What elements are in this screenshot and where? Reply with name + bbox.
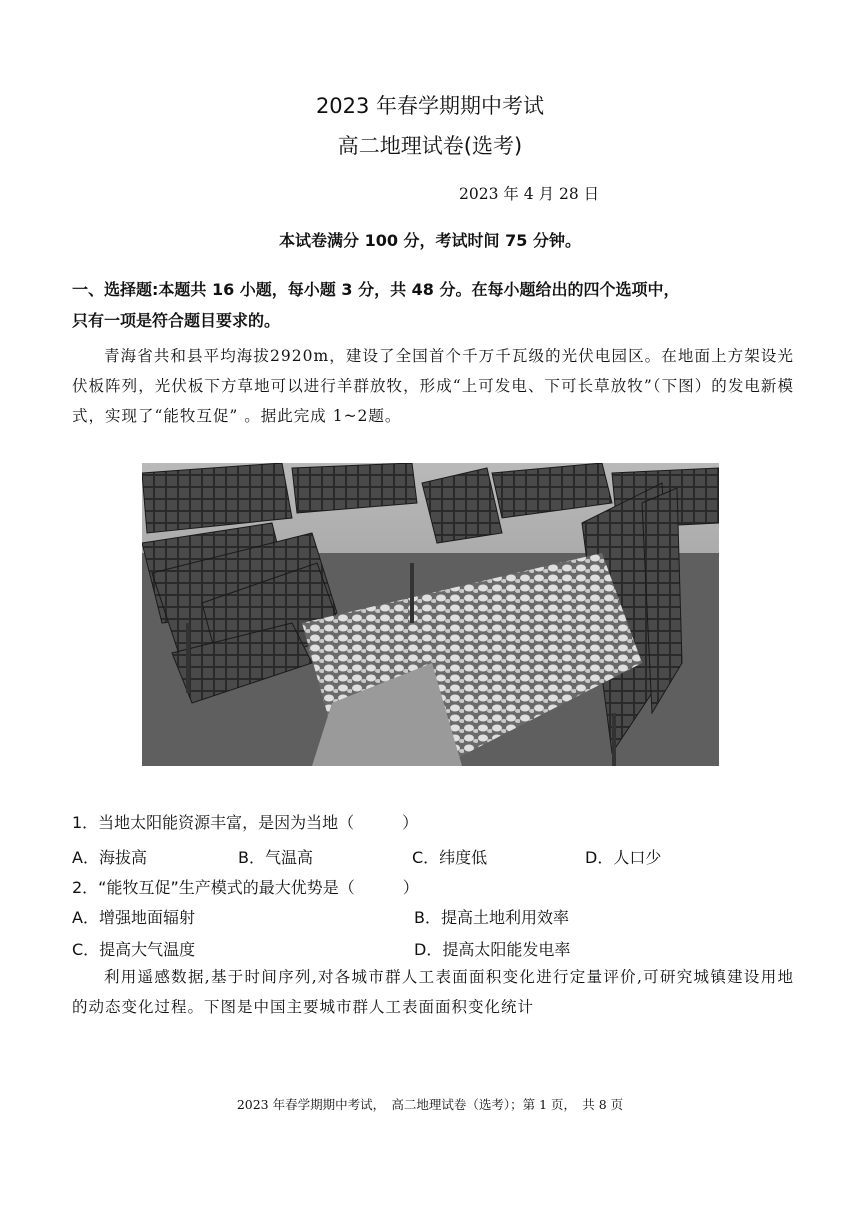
question-1-option-a: A．海拔高: [72, 848, 147, 867]
title-line-2: 高二地理试卷(选考): [337, 134, 523, 158]
section-heading-line-1: 一、选择题:本题共 16 小题，每小题 3 分，共 48 分。在每小题给出的四个选项中，: [72, 280, 680, 299]
question-2-stem: 2．“能牧互促”生产模式的最大优势是（ ）: [72, 878, 419, 897]
solar-sheep-photo: [142, 463, 719, 766]
question-2-option-a: A．增强地面辐射: [72, 908, 195, 927]
question-1-option-b: B．气温高: [238, 848, 313, 867]
question-2-option-c: C．提高大气温度: [72, 940, 196, 959]
passage-2: 利用遥感数据,基于时间序列,对各城市群人工表面面积变化进行定量评价,可研究城镇建设用地的动态变化过程。下图是中国主要城市群人工表面面积变化统计: [72, 968, 794, 1016]
title-line-1: 2023 年春学期期中考试: [315, 94, 545, 118]
question-1-option-c: C．纬度低: [412, 848, 488, 867]
page-footer: 2023 年春学期期中考试， 高二地理试卷（选考）；第 1 页， 共 8 页: [236, 1097, 624, 1112]
passage-1: 青海省共和县平均海拔2920m，建设了全国首个千万千瓦级的光伏电园区。在地面上方架设光伏板阵列，光伏板下方草地可以进行羊群放牧，形成“上可发电、下可长草放牧”（下图）的发电新模式，实现了“能牧互促” 。据此完成 1~2题。: [72, 347, 794, 425]
question-2-option-b: B．提高土地利用效率: [414, 908, 569, 927]
exam-date: 2023 年 4 月 28 日: [459, 185, 600, 203]
question-1-option-d: D．人口少: [585, 848, 662, 867]
solar-panels-sheep-image: [142, 463, 719, 766]
section-heading-line-2: 只有一项是符合题目要求的。: [72, 311, 281, 330]
question-2-option-d: D．提高太阳能发电率: [414, 940, 571, 959]
exam-info: 本试卷满分 100 分，考试时间 75 分钟。: [279, 231, 581, 250]
question-1-stem: 1．当地太阳能资源丰富，是因为当地（ ）: [72, 813, 419, 832]
